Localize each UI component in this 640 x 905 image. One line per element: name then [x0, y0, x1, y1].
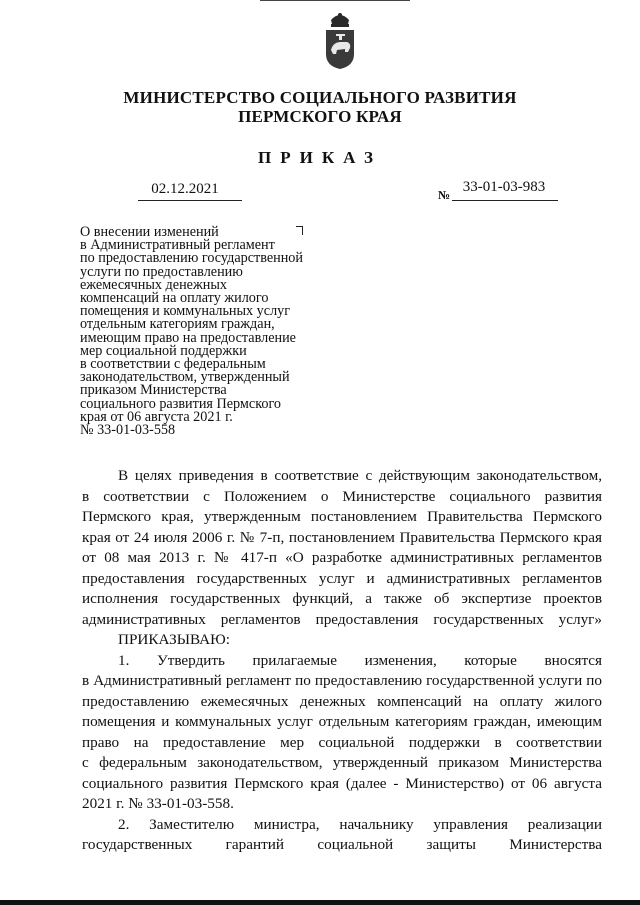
subject-line: О внесении изменений [80, 224, 219, 240]
subject-line: услуги по предоставлению [80, 263, 243, 280]
item1-line: в Административный регламент по предоставлению государственной услуги по [82, 672, 602, 689]
document-number: 33-01-03-983 [462, 179, 546, 195]
order-word: ПРИКАЗЫВАЮ: [118, 631, 230, 648]
item2-line: государственных гарантий социальной защиты Министерства [82, 836, 602, 853]
subject-line: по предоставлению государственной [80, 250, 303, 267]
subject-block [80, 226, 330, 437]
preamble-line: Пермского края, утвержденным постановлением Правительства Пермского [82, 508, 602, 525]
preamble-line: исполнения государственных функций, а также об экспертизе проектов [82, 590, 602, 607]
item1-line: социального развития Пермского края (далее - Министерство) от 06 августа [82, 774, 602, 792]
item1-line: с федеральным законодательством, утвержденный приказом Министерства [82, 754, 602, 771]
preamble-line: от 08 мая 2013 г. № 417-п «О разработке административных регламентов [82, 549, 602, 566]
subject-line: помещения и коммунальных услуг [80, 303, 291, 320]
ministry-name-line1: МИНИСТЕРСТВО СОЦИАЛЬНОГО РАЗВИТИЯ [123, 88, 517, 107]
date-underline [138, 200, 242, 201]
preamble-line: предоставления государственных услуг и административных регламентов [82, 569, 602, 587]
subject-line: имеющим право на предоставление [80, 329, 296, 346]
subject-line: края от 06 августа 2021 г. [80, 408, 233, 425]
subject-line: приказом Министерства [80, 382, 227, 399]
preamble-line: В целях приведения в соответствие с действующим законодательством, [118, 467, 602, 484]
preamble-line: административных регламентов предоставления государственных услуг» [82, 610, 602, 628]
top-rule [260, 0, 410, 1]
document-type: ПРИКАЗ [258, 148, 382, 167]
document-body [82, 466, 602, 856]
ministry-name-line2: ПЕРМСКОГО КРАЯ [238, 107, 402, 126]
item1-line: 2021 г. № 33-01-03-558. [82, 795, 234, 812]
item1-line: предоставлению ежемесячных денежных компенсаций на оплату жилого [82, 692, 602, 710]
preamble-line: в соответствии с Положением о Министерстве социального развития [82, 487, 602, 505]
scan-bottom-edge [0, 900, 640, 905]
subject-line: социального развития Пермского [80, 395, 282, 412]
subject-line: отдельным категориям граждан, [80, 316, 275, 333]
preamble-line: края от 24 июля 2006 г. № 7-п, постановлением Правительства Пермского края [82, 528, 602, 546]
subject-line: в соответствии с федеральным [80, 356, 266, 373]
item1-line: помещения и коммунальных услуг отдельным категориям граждан, имеющим [82, 713, 602, 730]
number-label: № [438, 188, 451, 202]
subject-line: ежемесячных денежных [80, 276, 227, 293]
item1-line: 1. Утвердить прилагаемые изменения, которые вносятся [118, 651, 602, 669]
subject-line: № 33-01-03-558 [80, 422, 176, 439]
number-underline [452, 200, 558, 201]
item2-line: 2. Заместителю министра, начальнику управления реализации [118, 815, 602, 833]
subject-line: в Административный регламент [80, 237, 275, 254]
document-date: 02.12.2021 [151, 181, 219, 197]
subject-line: законодательством, утвержденный [80, 369, 290, 386]
item1-line: право на предоставление мер социальной поддержки в соответствии [82, 733, 602, 751]
ministry-name [60, 88, 580, 126]
coat-of-arms-icon [321, 12, 359, 70]
subject-line: мер социальной поддержки [80, 342, 247, 359]
subject-line: компенсаций на оплату жилого [80, 290, 269, 307]
